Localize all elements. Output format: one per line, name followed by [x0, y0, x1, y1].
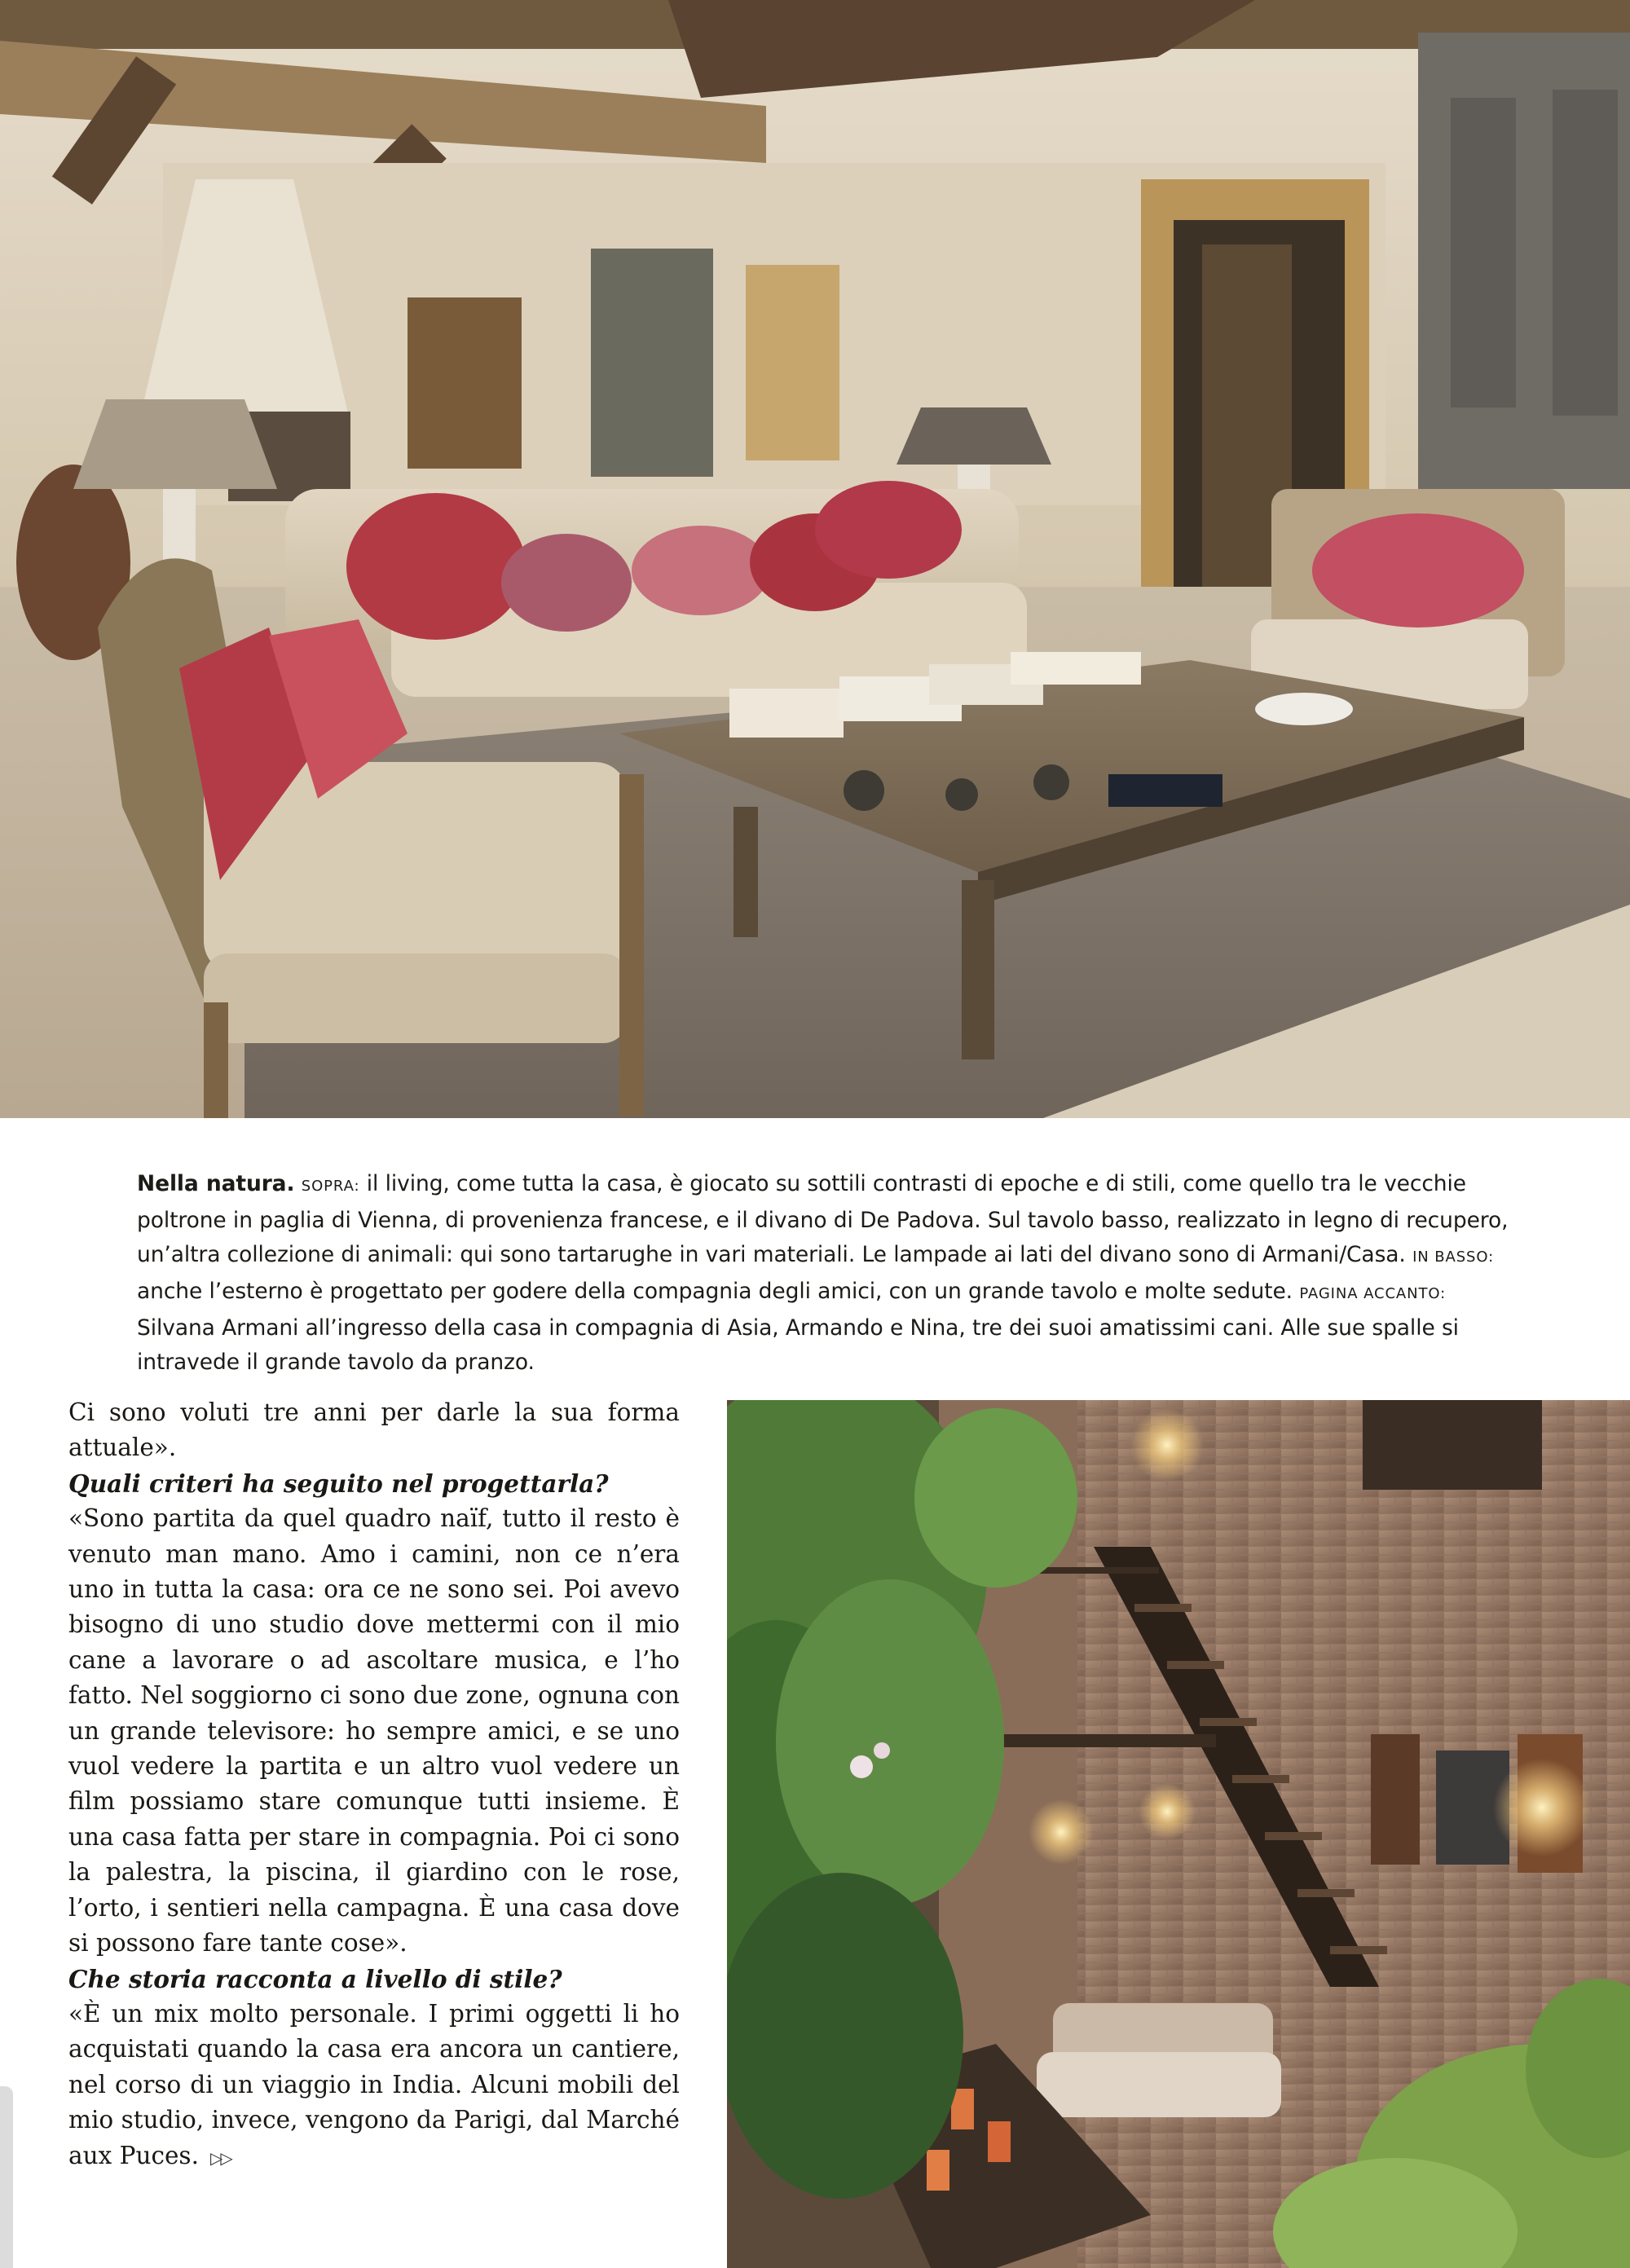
courtyard-photo: [727, 1400, 1630, 2268]
article-paragraph: Ci sono voluti tre anni per darle la sua forma attuale».: [68, 1398, 680, 1462]
interview-question: Quali criteri ha seguito nel progettarla?: [68, 1469, 609, 1498]
caption-text-2: anche l’esterno è progettato per godere della compagnia degli amici, con un grande tavolo e molte sedute.: [137, 1279, 1300, 1304]
courtyard-illustration: [727, 1400, 1630, 2268]
photo-caption: [137, 1167, 1514, 1380]
caption-label-above: SOPRA:: [301, 1178, 360, 1195]
caption-text-3: Silvana Armani all’ingresso della casa in compagnia di Asia, Armando e Nina, tre dei suoi amatissimi cani. Alle sue spalle si intravede il grande tavolo da pranzo.: [137, 1315, 1459, 1375]
caption-text-1: il living, come tutta la casa, è giocato su sottili contrasti di epoche e di stili, come quello tra le vecchie poltrone in paglia di Vienna, di provenienza francese, e il divano di De Padova. Sul tavolo basso, realizzato in legno di recupero, un’altra collezione di animali: qui sono tartarughe in vari materiali. Le lampade ai lati del divano sono di Armani/Casa.: [137, 1171, 1509, 1267]
article-column: [68, 1395, 680, 2176]
article-paragraph-text: «È un mix molto personale. I primi oggetti li ho acquistati quando la casa era ancora un cantiere, nel corso di un viaggio in India. Alcuni mobili del mio studio, invece, vengono da Parigi, dal Marché aux Puces.: [68, 1999, 680, 2169]
caption-lead: Nella natura.: [137, 1171, 295, 1196]
article-paragraph: [68, 1997, 680, 2176]
continue-arrows-icon: ▷▷: [209, 2147, 231, 2168]
interview-question: Che storia racconta a livello di stile?: [68, 1964, 562, 1993]
living-room-photo: [0, 0, 1630, 1118]
page-edge: [0, 2086, 13, 2268]
caption-label-below: IN BASSO:: [1412, 1249, 1495, 1266]
caption-label-opposite: PAGINA ACCANTO:: [1299, 1285, 1447, 1302]
living-room-illustration: [0, 0, 1630, 1118]
article-paragraph: «Sono partita da quel quadro naïf, tutto il resto è venuto man mano. Amo i camini, non ce n’era uno in tutta la casa: ora ce ne sono sei. Poi avevo bisogno di uno studio dove mettermi con il mio cane a lavorare o ad ascoltare musica, e l’ho fatto. Nel soggiorno ci sono due zone, ognuna con un grande televisore: ho sempre amici, e se uno vuol vedere la partita e un altro vuol vedere un film possiamo stare comunque tutti insieme. È una casa fatta per stare in compagnia. Poi ci sono la palestra, la piscina, il giardino con le rose, l’orto, i sentieri nella campagna. È una casa dove si possono fare tante cose».: [68, 1504, 680, 1958]
